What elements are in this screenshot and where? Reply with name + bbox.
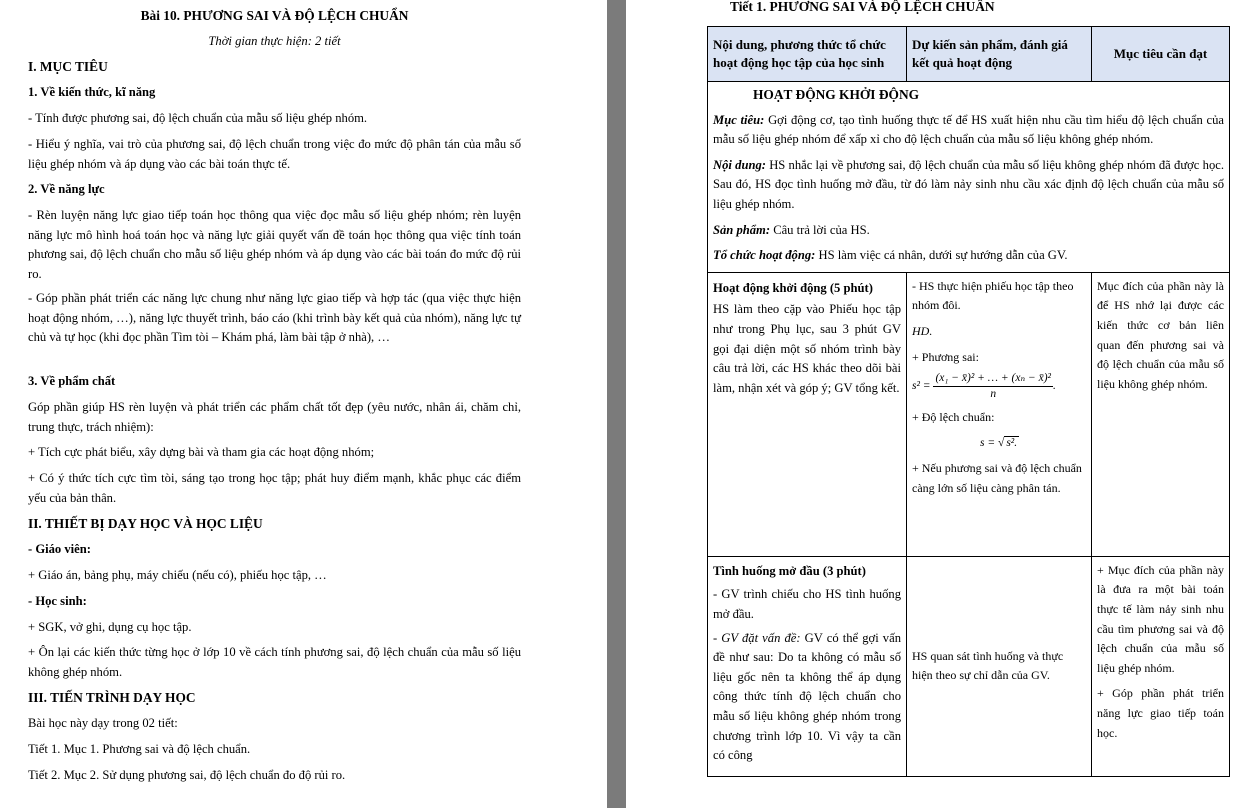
sub-qualities: 3. Về phẩm chất [28,374,116,388]
activity-text [713,629,901,766]
left-page [0,0,607,808]
content-text: HS nhắc lại về phương sai, độ lệch chuẩn của mẫu số liệu không ghép nhóm đã được học. Sau đó, HS đọc tình huống mở đầu, từ đó làm nảy sinh nhu cầu xác định độ lệch chuẩn của mẫu số liệu ghép nhóm. [713,157,1224,211]
paragraph: - Góp phần phát triển các năng lực chung như năng lực giao tiếp và hợp tác (qua việc thực hiện hoạt động nhóm, …), năng lực thuyết trình, báo cáo (khi trình bày kết quả của nhóm), năng lực tự chủ và tự học (khi đọc phần Tìm tòi – Khám phá, làm bài tập ở nhà), … [28,291,521,345]
problem-text: GV có thể gợi vấn đề như sau: Do ta không có mẫu số liệu gốc nên ta không thể áp dụng công thức tính độ lệch chuẩn cho mẫu số liệu không ghép nhóm trong chương trình lớp 10. Vì vậy ta cần có công [713,630,901,763]
sqrt-sign: √ [998,436,1005,449]
formula-lhs: s = [980,436,996,449]
activity-cell [708,272,907,556]
formula-end: . [1053,380,1056,393]
goal-text: + Góp phần phát triển năng lực giao tiếp toán học. [1097,686,1224,740]
activity-text: HS làm theo cặp vào Phiếu học tập như trong Phụ lục, sau 3 phút GV gọi đại diện một số nhóm trình bày câu trả lời, các HS khác theo dõi bài làm, nhận xét và góp ý; GV tổng kết. [713,302,901,395]
right-page [626,0,1233,808]
content-paragraph [713,156,1224,215]
formula-numerator: (x₁ − x̄)² + … + (xₙ − x̄)² [933,371,1053,387]
product-line: HD. [912,323,933,338]
paragraph: + SGK, vở ghi, dụng cụ học tập. [28,620,192,634]
goal-cell [1092,556,1230,776]
formula-fraction [933,371,1053,402]
student-label: - Học sinh: [28,594,87,608]
variance-formula [912,371,1086,402]
lesson-plan-table [707,26,1230,777]
teacher-label: - Giáo viên: [28,542,91,556]
product-cell [907,556,1092,776]
column-header: Nội dung, phương thức tổ chức hoạt động học tập của học sinh [708,27,907,82]
sqrt-argument: s². [1006,436,1018,449]
paragraph: Góp phần giúp HS rèn luyện và phát triển các phẩm chất tốt đẹp (yêu nước, nhân ái, chăm chỉ, trung thực, trách nhiệm): [28,400,521,434]
formula-lhs: s² = [912,380,931,393]
sub-knowledge: 1. Về kiến thức, kĩ năng [28,85,156,99]
table-row [708,556,1230,776]
activity-title: Hoạt động khởi động (5 phút) [713,280,873,295]
organization-label: Tổ chức hoạt động: [713,248,816,263]
section-process: III. TIẾN TRÌNH DẠY HỌC [28,690,196,705]
table-row [708,82,1230,273]
section-equipment: II. THIẾT BỊ DẠY HỌC VÀ HỌC LIỆU [28,516,263,531]
paragraph: Tiết 1. Mục 1. Phương sai và độ lệch chuẩn. [28,742,251,756]
problem-label: - GV đặt vấn đề: [713,630,801,645]
table-header-row [708,27,1230,82]
warmup-summary-cell [708,82,1230,273]
product-line: - HS thực hiện phiếu học tập theo nhóm đôi. [912,278,1074,313]
organization-text: HS làm việc cá nhân, dưới sự hướng dẫn của GV. [815,248,1068,263]
paragraph: - Hiểu ý nghĩa, vai trò của phương sai, độ lệch chuẩn trong việc đo mức độ phân tán của mẫu số liệu ghép nhóm và áp dụng vào các bài toán thực tế. [28,137,521,171]
paragraph: + Ôn lại các kiến thức từng học ở lớp 10 về cách tính phương sai, độ lệch chuẩn của mẫu số liệu không ghép nhóm. [28,645,521,679]
product-line: + Phương sai: [912,349,979,364]
formula-denominator: n [990,388,997,401]
lesson-title: Bài 10. PHƯƠNG SAI VÀ ĐỘ LỆCH CHUẨN [140,8,409,23]
goal-text: Mục đích của phần này là để HS nhớ lại được các kiến thức cơ bản liên quan đến phương sai và độ lệch chuẩn của mẫu số liệu không ghép nhóm. [1097,278,1224,391]
paragraph: + Tích cực phát biểu, xây dựng bài và tham gia các hoạt động nhóm; [28,445,375,459]
paragraph: Tiết 2. Mục 2. Sử dụng phương sai, độ lệch chuẩn đo độ rủi ro. [28,768,346,782]
paragraph: - Tính được phương sai, độ lệch chuẩn của mẫu số liệu ghép nhóm. [28,111,368,125]
goal-text: + Mục đích của phần này là đưa ra một bài toán thực tế làm nảy sinh nhu cầu tìm phương sai và độ lệch chuẩn của mẫu số liệu ghép nhóm. [1097,562,1224,675]
paragraph: + Có ý thức tích cực tìm tòi, sáng tạo trong học tập; phát huy điểm mạnh, khắc phục các điểm yếu của bản thân. [28,471,521,505]
objective-paragraph [713,111,1224,150]
paragraph: - Rèn luyện năng lực giao tiếp toán học thông qua việc đọc mẫu số liệu ghép nhóm; rèn luyện năng lực mô hình hoá toán học và năng lực giải quyết vấn đề toán học thông qua việc tính toán phương sai, độ lệch chuẩn cho mẫu số liệu ghép nhóm và áp dụng vào các bài toán đo mức độ rủi ro. [28,208,521,281]
time-allotment: Thời gian thực hiện: 2 tiết [208,34,341,48]
paragraph: + Giáo án, bảng phụ, máy chiếu (nếu có), phiếu học tập, … [28,568,327,582]
objective-label: Mục tiêu: [713,112,765,127]
period-title: Tiết 1. PHƯƠNG SAI VÀ ĐỘ LỆCH CHUẨN [730,0,995,14]
activity-text: - GV trình chiếu cho HS tình huống mở đầu. [713,587,901,621]
objective-text: Gợi động cơ, tạo tình huống thực tế để HS xuất hiện nhu cầu tìm hiểu độ lệch chuẩn của mẫu số liệu ghép nhóm để xấp xỉ cho độ lệch chuẩn của mẫu số liệu không ghép nhóm. [713,112,1224,147]
product-text: Câu trả lời của HS. [770,222,870,237]
activity-title: Tình huống mở đầu (3 phút) [713,563,866,578]
goal-cell [1092,272,1230,556]
product-line: + Nếu phương sai và độ lệch chuẩn càng lớn số liệu càng phân tán. [912,461,1082,495]
table-row [708,272,1230,556]
warmup-heading: HOẠT ĐỘNG KHỞI ĐỘNG [753,87,920,102]
product-line: + Độ lệch chuẩn: [912,410,995,425]
organization-paragraph [713,246,1224,266]
product-paragraph [713,221,1224,241]
content-label: Nội dung: [713,157,766,172]
activity-cell [708,556,907,776]
std-dev-formula [912,434,1086,454]
product-label: Sản phẩm: [713,222,771,237]
sub-competence: 2. Về năng lực [28,182,105,196]
paragraph: Bài học này dạy trong 02 tiết: [28,716,178,730]
section-objectives: I. MỤC TIÊU [28,59,108,74]
column-header: Mục tiêu cần đạt [1092,27,1230,82]
product-cell [907,272,1092,556]
product-text: HS quan sát tình huống và thực hiện theo sự chỉ dẫn của GV. [912,648,1064,683]
column-header: Dự kiến sản phẩm, đánh giá kết quả hoạt động [907,27,1092,82]
